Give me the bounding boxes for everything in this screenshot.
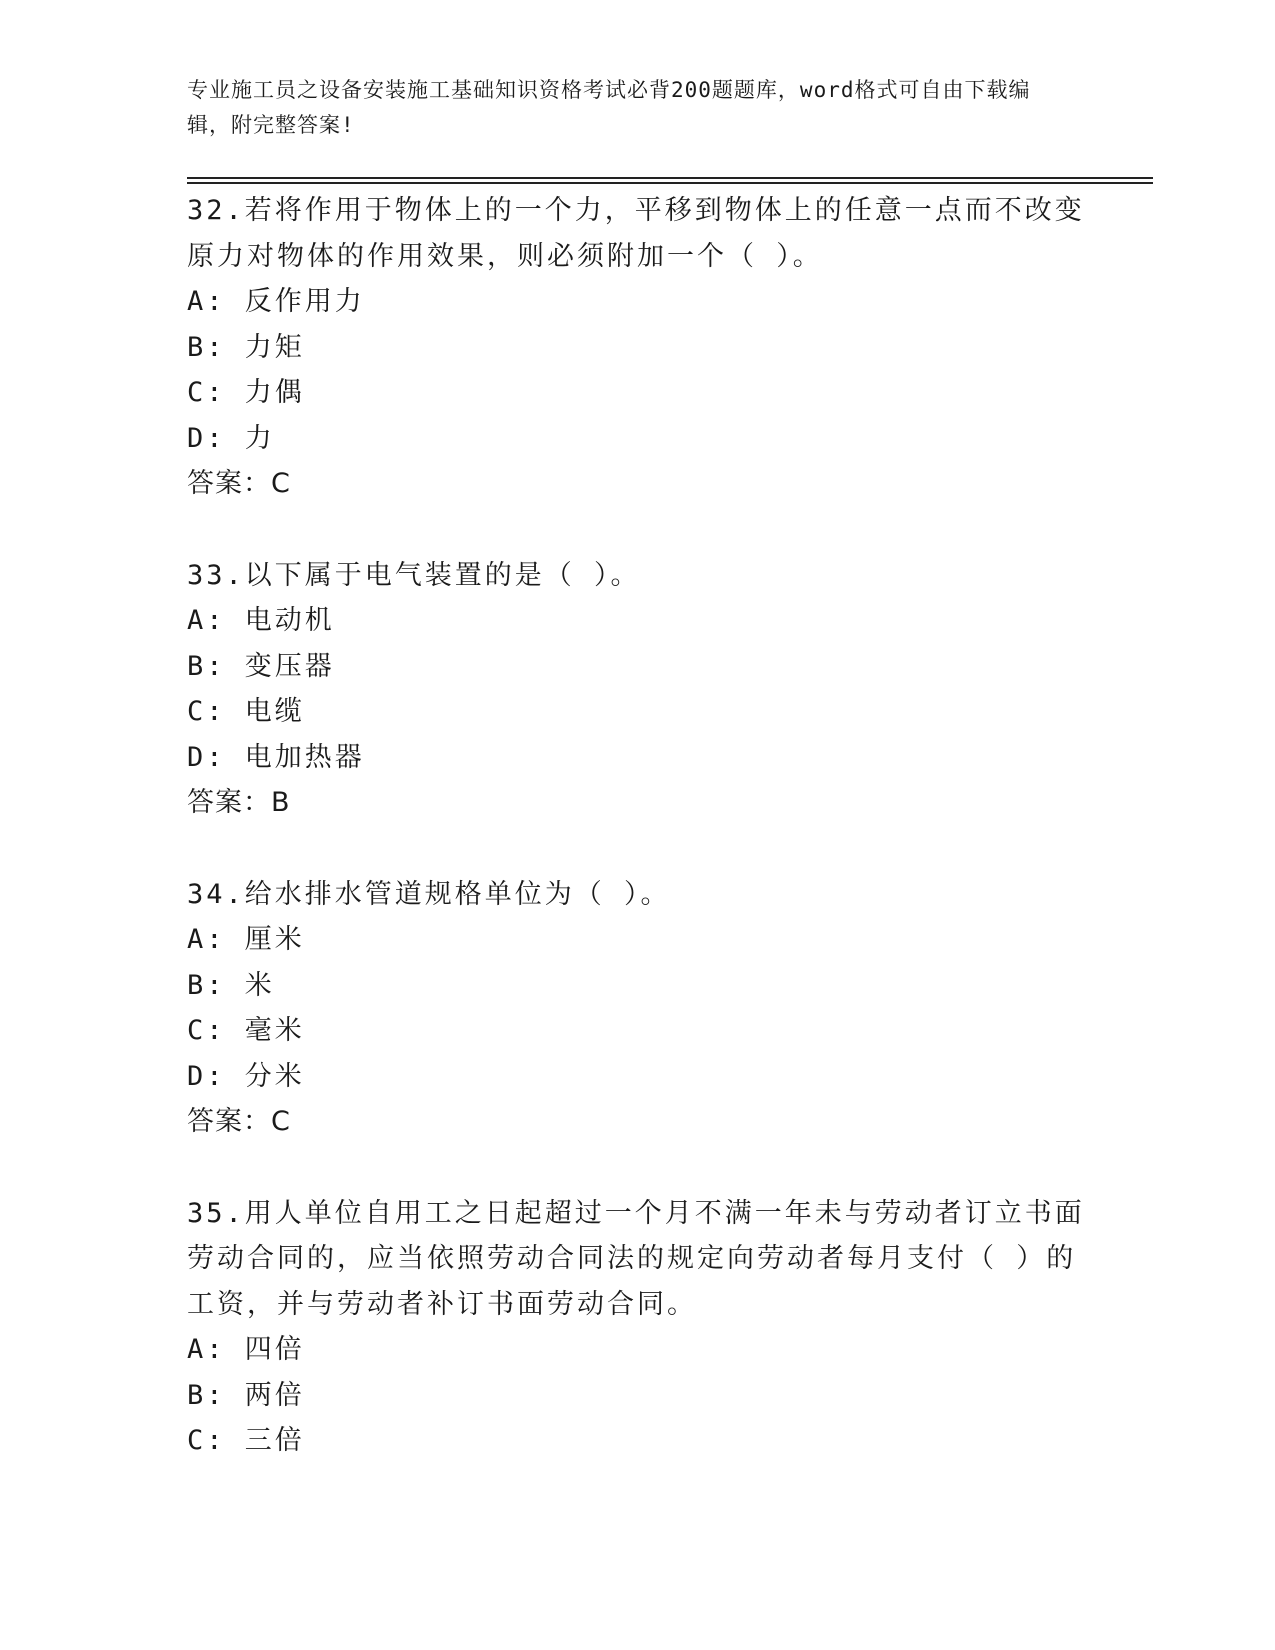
question-spacer — [187, 826, 1087, 872]
option-d: D: 电加热器 — [187, 741, 365, 773]
question-34 — [187, 872, 1087, 1145]
option-a: A: 厘米 — [187, 924, 305, 955]
question-32 — [187, 188, 1087, 507]
option-b: B: 两倍 — [187, 1379, 305, 1411]
question-35 — [187, 1191, 1087, 1464]
answer: 答案：C — [187, 1106, 291, 1137]
document-header: 专业施工员之设备安装施工基础知识资格考试必背200题题库，word格式可自由下载编辑，附完整答案! — [187, 78, 1031, 137]
question-spacer — [187, 1145, 1087, 1191]
option-c: C: 毫米 — [187, 1015, 305, 1046]
option-c: C: 电缆 — [187, 696, 305, 727]
option-a: A: 反作用力 — [187, 286, 365, 317]
option-a: A: 四倍 — [187, 1334, 305, 1365]
option-b: B: 变压器 — [187, 650, 335, 682]
answer: 答案：B — [187, 787, 291, 818]
option-a: A: 电动机 — [187, 605, 335, 636]
question-list — [187, 188, 1087, 1464]
header-divider-bottom — [187, 182, 1153, 184]
answer: 答案：C — [187, 468, 291, 499]
question-text: 33.以下属于电气装置的是（ ）。 — [187, 559, 641, 591]
option-d: D: 力 — [187, 422, 275, 454]
question-text: 35.用人单位自用工之日起超过一个月不满一年未与劳动者订立书面劳动合同的，应当依照劳动合同法的规定向劳动者每月支付（ ）的工资，并与劳动者补订书面劳动合同。 — [187, 1197, 1085, 1320]
question-spacer — [187, 507, 1087, 553]
question-text: 32.若将作用于物体上的一个力，平移到物体上的任意一点而不改变原力对物体的作用效果，则必须附加一个（ ）。 — [187, 195, 1085, 272]
question-text: 34.给水排水管道规格单位为（ ）。 — [187, 878, 671, 910]
option-c: C: 力偶 — [187, 377, 305, 408]
option-b: B: 米 — [187, 969, 275, 1001]
header-divider-top — [187, 177, 1153, 179]
option-c: C: 三倍 — [187, 1425, 305, 1456]
option-d: D: 分米 — [187, 1060, 305, 1092]
option-b: B: 力矩 — [187, 331, 305, 363]
question-33 — [187, 553, 1087, 826]
